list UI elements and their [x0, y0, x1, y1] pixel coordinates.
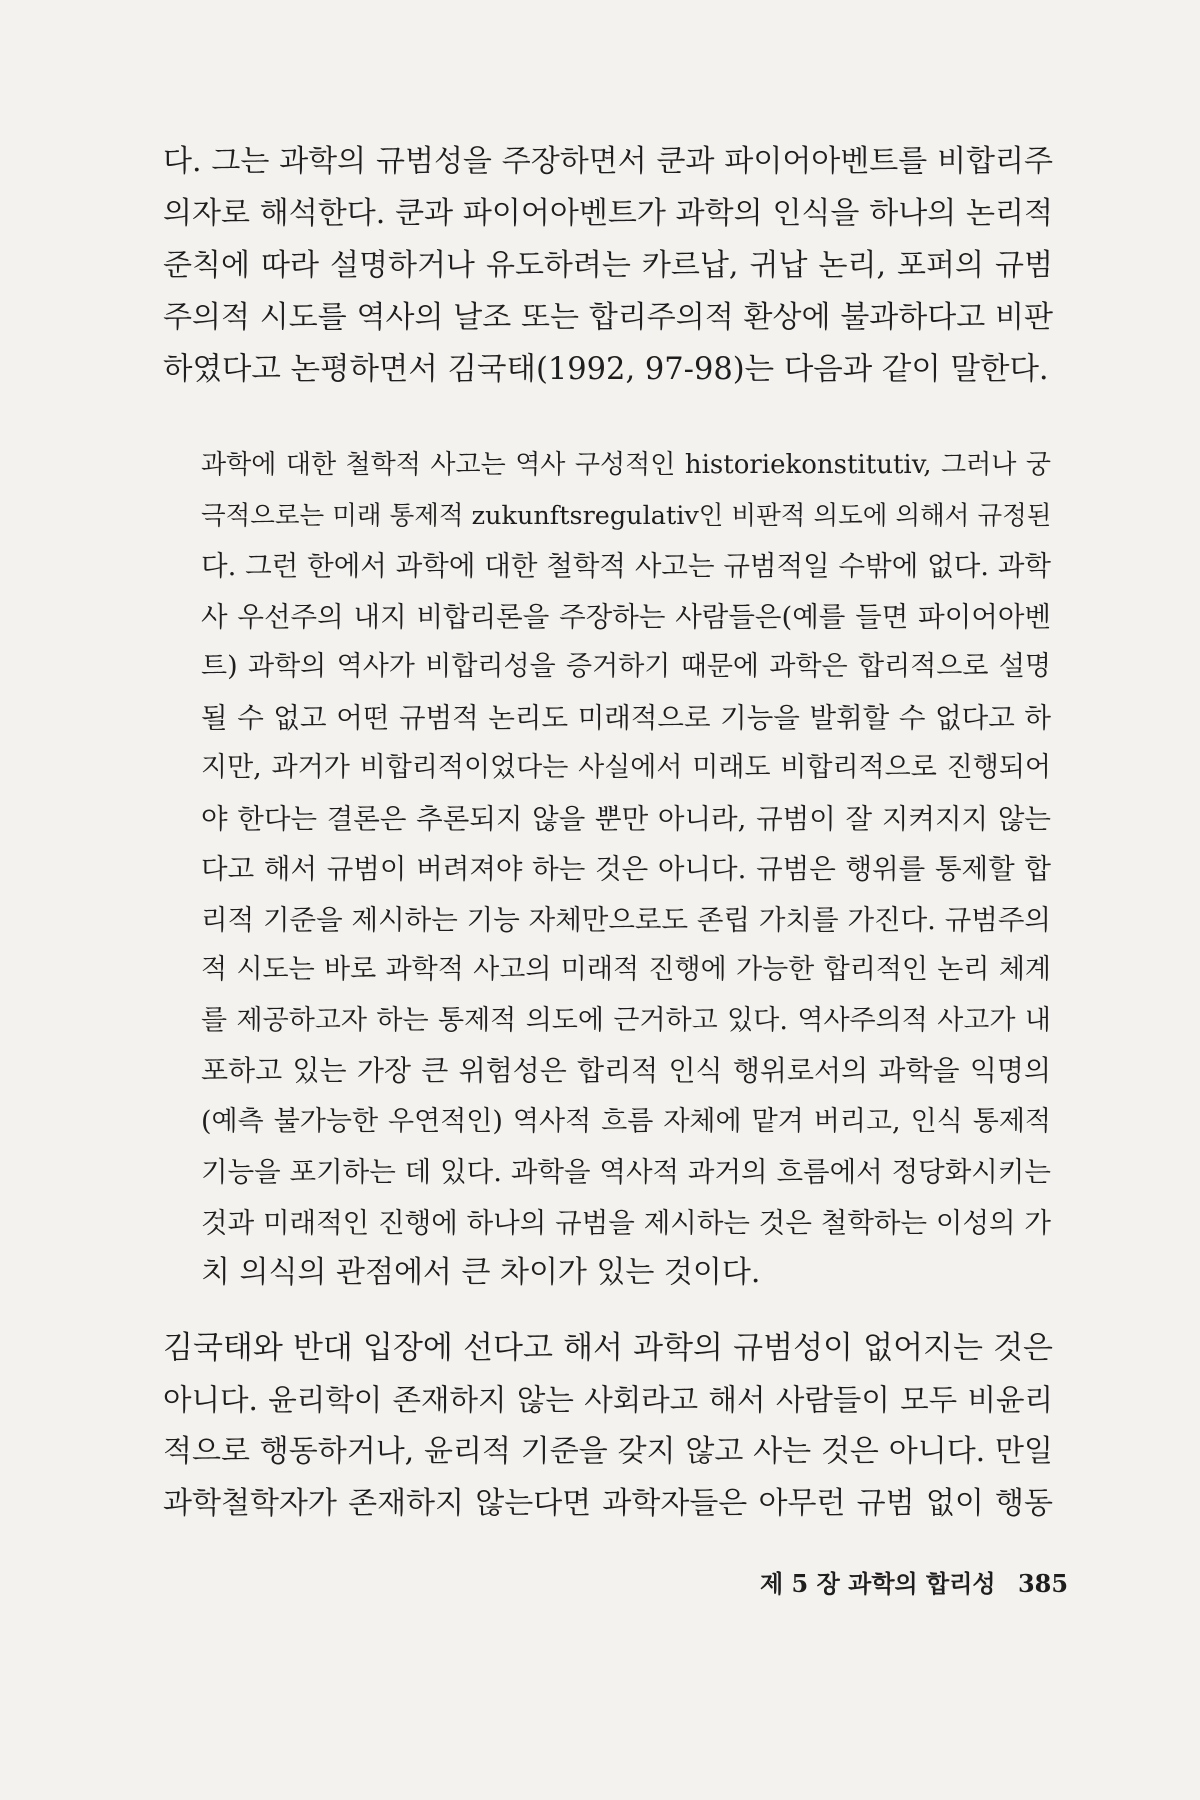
quote-line: 리적 기준을 제시하는 기능 자체만으로도 존립 가치를 가진다. 규범주의	[201, 903, 1051, 936]
text-line: 김국태와 반대 입장에 선다고 해서 과학의 규범성이 없어지는 것은	[163, 1330, 1053, 1366]
quote-line: 다. 그런 한에서 과학에 대한 철학적 사고는 규범적일 수밖에 없다. 과학	[201, 550, 1051, 582]
quote-line: 적 시도는 바로 과학적 사고의 미래적 진행에 가능한 합리적인 논리 체계	[201, 954, 1051, 985]
quote-line: 것과 미래적인 진행에 하나의 규범을 제시하는 것은 철학하는 이성의 가	[201, 1206, 1051, 1239]
page-footer	[760, 1564, 1069, 1599]
quote-line: 트) 과학의 역사가 비합리성을 증거하기 때문에 과학은 합리적으로 설명	[201, 651, 1051, 682]
quote-line: 극적으로는 미래 통제적 zukunftsregulativ인 비판적 의도에 의해서 규정된	[201, 500, 1052, 531]
quote-line: 야 한다는 결론은 추론되지 않을 뿐만 아니라, 규범이 잘 지켜지지 않는	[201, 802, 1051, 835]
quote-line: 치 의식의 관점에서 큰 차이가 있는 것이다.	[201, 1255, 761, 1290]
quote-line: 사 우선주의 내지 비합리론을 주장하는 사람들은(예를 들면 파이어아벤	[201, 600, 1051, 633]
quote-line: 지만, 과거가 비합리적이었다는 사실에서 미래도 비합리적으로 진행되어	[201, 752, 1051, 783]
body-paragraph-2	[163, 1322, 1053, 1530]
quote-line: 를 제공하고자 하는 통제적 의도에 근거하고 있다. 역사주의적 사고가 내	[201, 1004, 1051, 1036]
quote-line: 포하고 있는 가장 큰 위험성은 합리적 인식 행위로서의 과학을 익명의	[201, 1054, 1051, 1087]
chapter-title: 제 5 장 과학의 합리성	[760, 1569, 996, 1598]
quote-line: 될 수 없고 어떤 규범적 논리도 미래적으로 기능을 발휘할 수 없다고 하	[201, 701, 1051, 734]
text-line: 준칙에 따라 설명하거나 유도하려는 카르납, 귀납 논리, 포퍼의 규범	[163, 248, 1053, 283]
text-line: 다. 그는 과학의 규범성을 주장하면서 쿤과 파이어아벤트를 비합리주	[163, 144, 1053, 179]
text-line: 과학철학자가 존재하지 않는다면 과학자들은 아무런 규범 없이 행동	[163, 1486, 1053, 1521]
text-line: 주의적 시도를 역사의 날조 또는 합리주의적 환상에 불과하다고 비판	[163, 300, 1053, 335]
text-line: 적으로 행동하거나, 윤리적 기준을 갖지 않고 사는 것은 아니다. 만일	[163, 1434, 1053, 1469]
block-quote	[201, 440, 1051, 1299]
text-line: 의자로 해석한다. 쿤과 파이어아벤트가 과학의 인식을 하나의 논리적	[163, 196, 1053, 231]
page-number: 385	[1017, 1569, 1069, 1598]
text-line: 아니다. 윤리학이 존재하지 않는 사회라고 해서 사람들이 모두 비윤리	[163, 1383, 1053, 1417]
quote-line: 과학에 대한 철학적 사고는 역사 구성적인 historiekonstitutiv, 그러나 궁	[201, 450, 1051, 480]
text-line: 하였다고 논평하면서 김국태(1992, 97-98)는 다음과 같이 말한다.	[163, 352, 1049, 387]
quote-line: 다고 해서 규범이 버려져야 하는 것은 아니다. 규범은 행위를 통제할 합	[201, 853, 1051, 885]
body-paragraph-1	[163, 136, 1053, 396]
quote-line: 기능을 포기하는 데 있다. 과학을 역사적 과거의 흐름에서 정당화시키는	[201, 1156, 1051, 1188]
quote-line: (예측 불가능한 우연적인) 역사적 흐름 자체에 맡겨 버리고, 인식 통제적	[201, 1105, 1051, 1137]
